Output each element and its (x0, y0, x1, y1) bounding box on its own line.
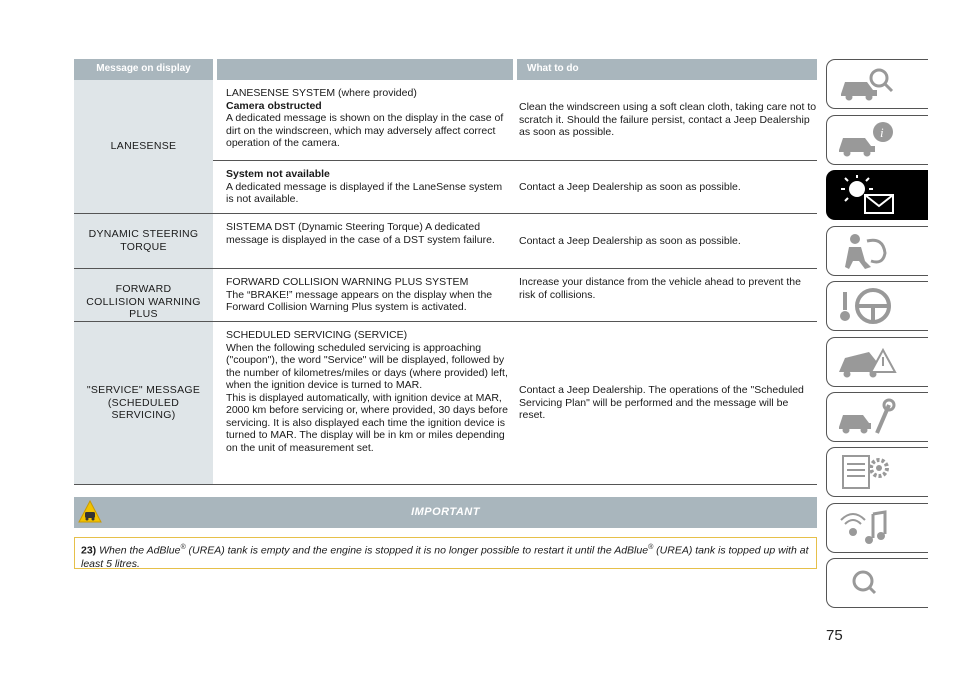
row-description (213, 161, 509, 213)
header-blank (217, 59, 513, 80)
table-row (74, 80, 817, 214)
note-text: (UREA) tank is empty and the engine is stopped it is no longer possible to restart it until the AdBlue (185, 544, 649, 557)
registered-mark: ® (180, 544, 186, 551)
row-message: DYNAMIC STEERING TORQUE (74, 214, 213, 268)
tab-technical-data[interactable] (826, 447, 928, 497)
table-header (74, 59, 817, 80)
important-note (74, 537, 817, 569)
row-message: "SERVICE" MESSAGE (SCHEDULED SERVICING) (74, 322, 213, 484)
tab-emergency[interactable] (826, 337, 928, 387)
row-description (213, 322, 509, 484)
svg-text:i: i (880, 125, 884, 140)
row-message: FORWARD COLLISION WARNING PLUS (74, 269, 213, 321)
tab-car-search[interactable] (826, 59, 928, 109)
registered-mark: ® (648, 544, 654, 551)
note-text: When the AdBlue (99, 544, 181, 557)
note-text: (UREA) tank is topped up with at least 5 litres. (81, 544, 809, 570)
row-action: Contact a Jeep Dealership as soon as possible. (519, 180, 741, 193)
car-tools-icon (835, 397, 897, 437)
important-title: IMPORTANT (411, 506, 480, 518)
row-action: Clean the windscreen using a soft clean cloth, taking care not to scratch it. Should the failure persist, contact a Jeep Dealership as soon as possible. (519, 101, 817, 139)
header-action: What to do (517, 59, 817, 80)
table-row (74, 214, 817, 269)
table-row (74, 322, 817, 485)
table-row (74, 269, 817, 322)
car-accident-icon (835, 342, 897, 382)
tab-warning-lights[interactable] (826, 170, 928, 220)
desc-text: The “BRAKE!” message appears on the display when the Forward Collision Warning Plus system is activated. (226, 288, 493, 313)
steering-wheel-icon (835, 286, 897, 326)
warning-light-mail-icon (835, 175, 897, 215)
header-message: Message on display (74, 59, 213, 80)
car-info-icon (835, 120, 897, 160)
tab-index[interactable] (826, 558, 928, 608)
tab-car-info[interactable] (826, 115, 928, 165)
desc-title: LANESENSE SYSTEM (where provided) (226, 87, 417, 99)
tab-maintenance[interactable] (826, 392, 928, 442)
row-message: LANESENSE (74, 80, 213, 213)
airbag-person-icon (835, 231, 897, 271)
car-search-icon (835, 64, 897, 104)
row-description (213, 80, 509, 160)
row-action: Contact a Jeep Dealership as soon as possible. (519, 234, 741, 247)
row-action: Increase your distance from the vehicle ahead to prevent the risk of collisions. (519, 276, 801, 301)
alphabet-index-icon (835, 563, 897, 603)
messages-table (74, 59, 817, 485)
desc-text: A dedicated message is displayed if the LaneSense system is not available. (226, 180, 503, 205)
note-number: 23) (81, 544, 97, 557)
settings-list-icon (835, 452, 897, 492)
page-number: 75 (826, 627, 843, 644)
important-header (74, 497, 817, 528)
tab-driving[interactable] (826, 281, 928, 331)
desc-text: This is displayed automatically, with ignition device at MAR, 2000 km before servicing or, where provided, 30 days before servicing. It is also displayed each time the ignition device is turned to MAR. The display will be in km or miles depending on the unit of measurement set. (226, 391, 508, 454)
media-icon (835, 508, 897, 548)
tab-multimedia[interactable] (826, 503, 928, 553)
desc-bold: System not available (226, 168, 330, 180)
desc-text: SISTEMA DST (Dynamic Steering Torque) A dedicated message is displayed in the case of a DST system failure. (226, 221, 495, 246)
desc-title: FORWARD COLLISION WARNING PLUS SYSTEM (226, 276, 469, 288)
row-description (213, 214, 509, 268)
desc-title: SCHEDULED SERVICING (SERVICE) (226, 329, 408, 341)
desc-text: When the following scheduled servicing is approaching ("coupon"), the word "Service" will be displayed, followed by the number of kilometres/miles or days (where provided) left, when the ignition device is turned to MAR. (226, 341, 508, 391)
desc-bold: Camera obstructed (226, 99, 322, 112)
tab-safety[interactable] (826, 226, 928, 276)
row-description (213, 269, 509, 321)
desc-text: A dedicated message is shown on the display in the case of dirt on the windscreen, which may adversely affect correct operation of the camera. (226, 112, 504, 149)
row-action: Contact a Jeep Dealership. The operations of the "Scheduled Servicing Plan" will be performed and the message will be reset. (519, 384, 804, 422)
